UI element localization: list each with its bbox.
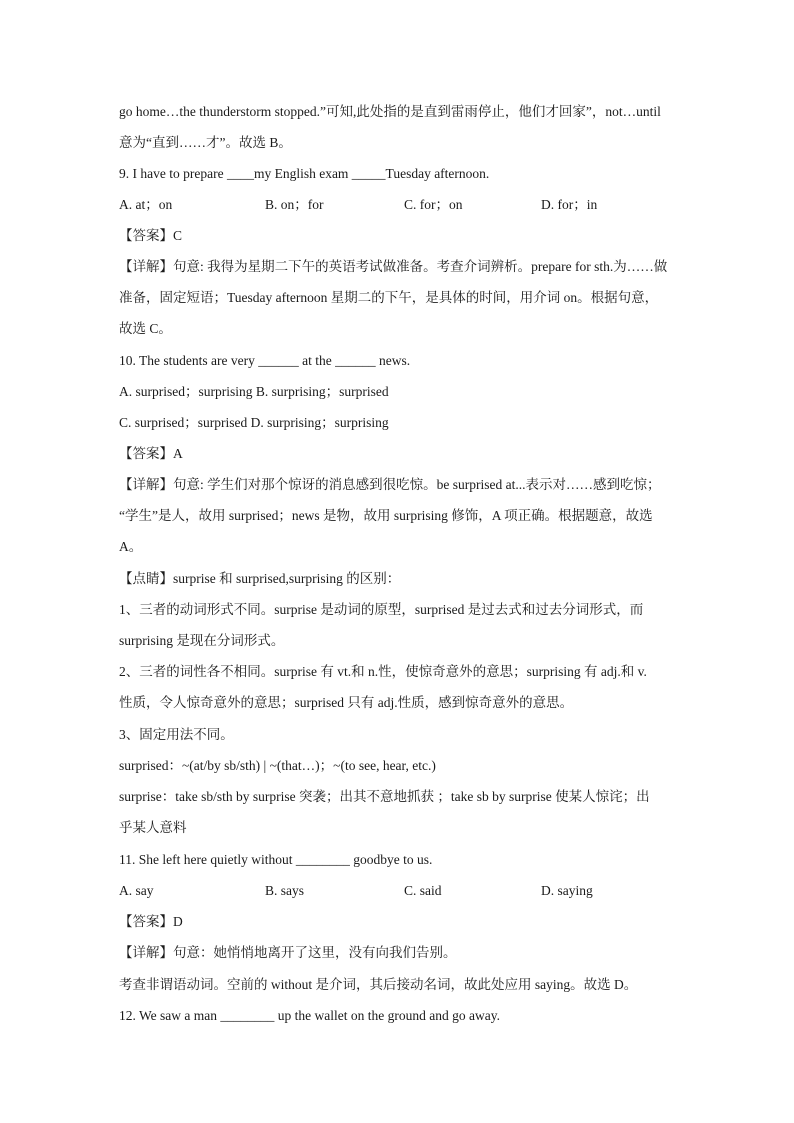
tip-line: 乎某人意料 xyxy=(119,820,187,835)
answer-11: 【答案】D xyxy=(119,914,183,929)
q11-option-c: C. said xyxy=(404,883,442,898)
explanation-line: A。 xyxy=(119,539,143,554)
explanation-line: 【详解】句意: 我得为星期二下午的英语考试做准备。考查介词辨析。prepare for sth.为……做 xyxy=(119,259,668,274)
q11-option-a: A. say xyxy=(119,883,154,898)
answer-9: 【答案】C xyxy=(119,228,183,243)
question-10: 10. The students are very ______ at the ______ news. xyxy=(119,353,411,368)
text-line: 意为“直到……才”。故选 B。 xyxy=(119,135,292,150)
tip-line: 2、三者的词性各不相同。surprise 有 vt.和 n.性，使惊奇意外的意思；surprising 有 adj.和 v. xyxy=(119,664,647,679)
q11-option-b: B. says xyxy=(265,883,305,898)
tip-line: 1、三者的动词形式不同。surprise 是动词的原型，surprised 是过去式和过去分词形式，而 xyxy=(119,602,644,617)
explanation-line: “学生”是人，故用 surprised；news 是物，故用 surprising 修饰，A 项正确。根据题意，故选 xyxy=(119,508,653,523)
q10-options-row2: C. surprised；surprised D. surprising；surprising xyxy=(119,415,389,430)
q11-options xyxy=(119,882,679,900)
tip-line: 性质，令人惊奇意外的意思；surprised 只有 adj.性质，感到惊奇意外的意思。 xyxy=(119,695,574,710)
q9-option-d: D. for；in xyxy=(541,197,598,212)
q10-options-row1: A. surprised；surprising B. surprising；surprised xyxy=(119,384,389,399)
tip-line: surprising 是现在分词形式。 xyxy=(119,633,285,648)
tip-heading: 【点睛】surprise 和 surprised,surprising 的区别： xyxy=(119,571,401,586)
q9-option-b: B. on；for xyxy=(265,197,324,212)
text-line: go home…the thunderstorm stopped.”可知,此处指的是直到雷雨停止，他们才回家”，not…until xyxy=(119,104,661,119)
tip-line: surprised：~(at/by sb/sth) | ~(that…)；~(to see, hear, etc.) xyxy=(119,758,436,773)
q9-option-c: C. for；on xyxy=(404,197,463,212)
explanation-line: 【详解】句意: 学生们对那个惊讶的消息感到很吃惊。be surprised at...表示对……感到吃惊； xyxy=(119,477,661,492)
explanation-line: 【详解】句意：她悄悄地离开了这里，没有向我们告别。 xyxy=(119,945,457,960)
question-11: 11. She left here quietly without ________ goodbye to us. xyxy=(119,852,433,867)
question-9: 9. I have to prepare ____my English exam _____Tuesday afternoon. xyxy=(119,166,490,181)
explanation-line: 故选 C。 xyxy=(119,321,172,336)
q9-option-a: A. at；on xyxy=(119,197,173,212)
q9-options xyxy=(119,196,679,214)
q11-option-d: D. saying xyxy=(541,883,593,898)
tip-line: surprise：take sb/sth by surprise 突袭；出其不意地抓获 ；take sb by surprise 使某人惊诧；出 xyxy=(119,789,650,804)
answer-10: 【答案】A xyxy=(119,446,183,461)
tip-line: 3、固定用法不同。 xyxy=(119,727,234,742)
question-12: 12. We saw a man ________ up the wallet on the ground and go away. xyxy=(119,1008,500,1023)
explanation-line: 准备，固定短语；Tuesday afternoon 星期二的下午，是具体的时间，用介词 on。根据句意， xyxy=(119,290,659,305)
explanation-line: 考查非谓语动词。空前的 without 是介词，其后接动名词，故此处应用 saying。故选 D。 xyxy=(119,977,638,992)
